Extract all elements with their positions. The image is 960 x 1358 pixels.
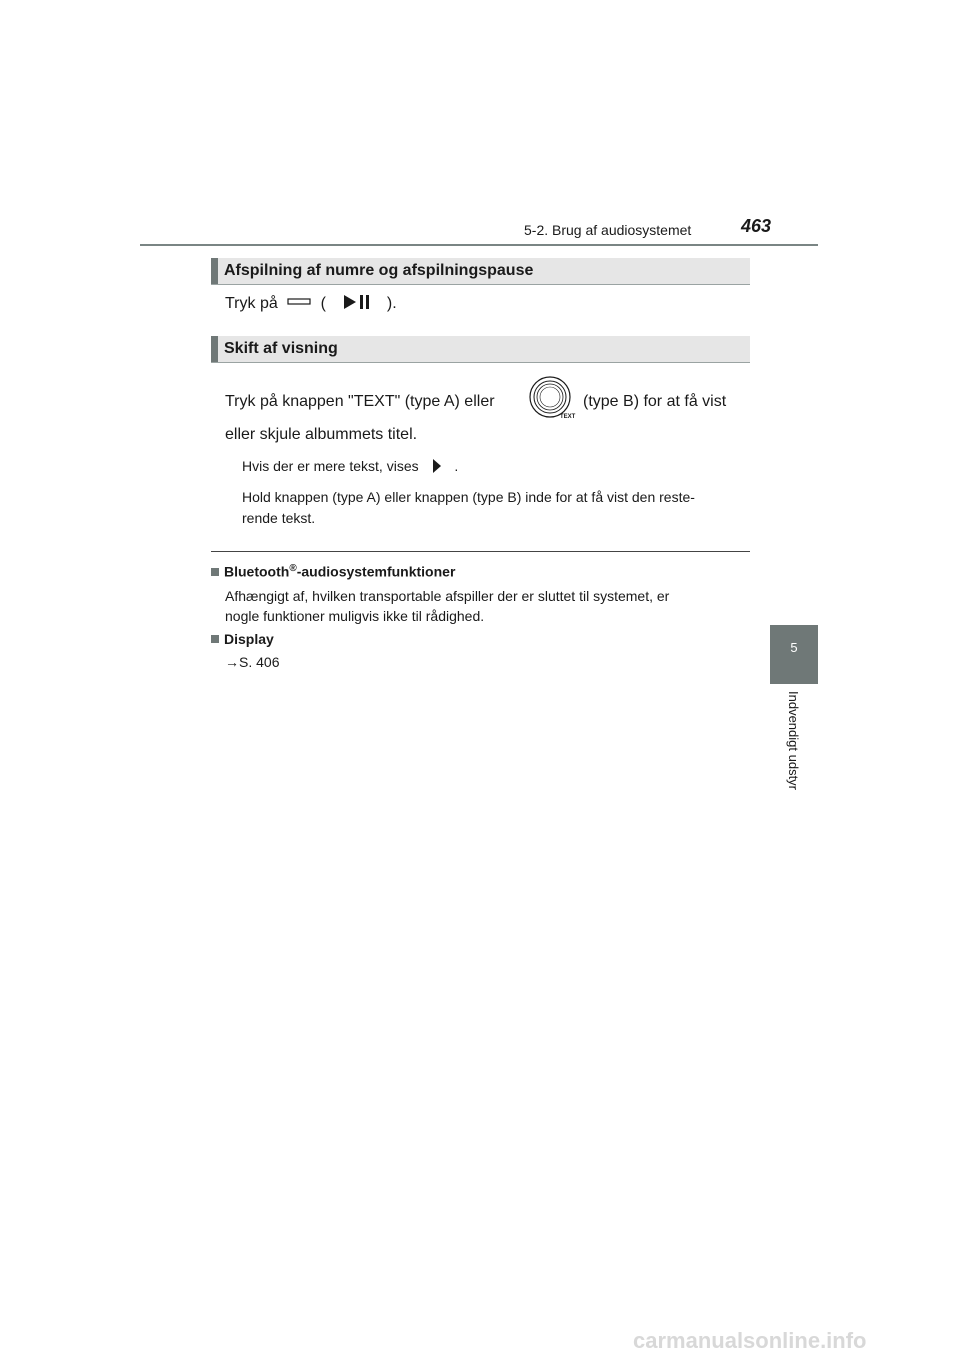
header-rule	[140, 244, 818, 246]
section-title: Afspilning af numre og afspilningspause	[224, 262, 534, 279]
header-section-title: 5-2. Brug af audiosystemet	[524, 222, 692, 238]
more-text-note: Hvis der er mere tekst, vises .	[242, 458, 459, 474]
display-note-title: Display	[211, 631, 274, 647]
bluetooth-note-body: Afhængigt af, hvilken transportable afspiller der er sluttet til systemet, er nogle funktioner muligvis ikke til rådighed.	[225, 588, 670, 624]
display-instruction-part2: (type B) for at få vist	[583, 393, 727, 410]
square-bullet-icon	[211, 635, 219, 643]
arrow-right-icon	[427, 458, 447, 474]
heading-bar	[211, 258, 218, 284]
display-page-reference[interactable]: →S. 406	[225, 654, 280, 670]
button-icon	[286, 295, 312, 309]
playback-instruction: Tryk på ( ).	[225, 295, 397, 312]
chapter-tab: 5	[770, 625, 818, 684]
heading-bar	[211, 336, 218, 362]
hold-button-note: Hold knappen (type A) eller knappen (type B) inde for at få vist den reste- rende tekst.	[242, 489, 695, 526]
watermark: carmanualsonline.info	[633, 1328, 867, 1353]
section-heading-display	[211, 336, 750, 363]
display-instruction-part1: Tryk på knappen "TEXT" (type A) eller	[225, 393, 495, 410]
square-bullet-icon	[211, 568, 219, 576]
knob-label: TEXT	[560, 414, 576, 420]
chapter-label: Indvendigt udstyr	[786, 691, 801, 791]
bluetooth-note-title: Bluetooth®-audiosystemfunktioner	[211, 563, 455, 580]
page-number: 463	[741, 216, 772, 236]
display-instruction-line2: eller skjule albummets titel.	[225, 426, 418, 443]
play-pause-icon	[336, 293, 376, 311]
section-heading-playback	[211, 258, 750, 285]
section-title: Skift af visning	[224, 340, 338, 357]
notes-divider	[211, 551, 750, 552]
